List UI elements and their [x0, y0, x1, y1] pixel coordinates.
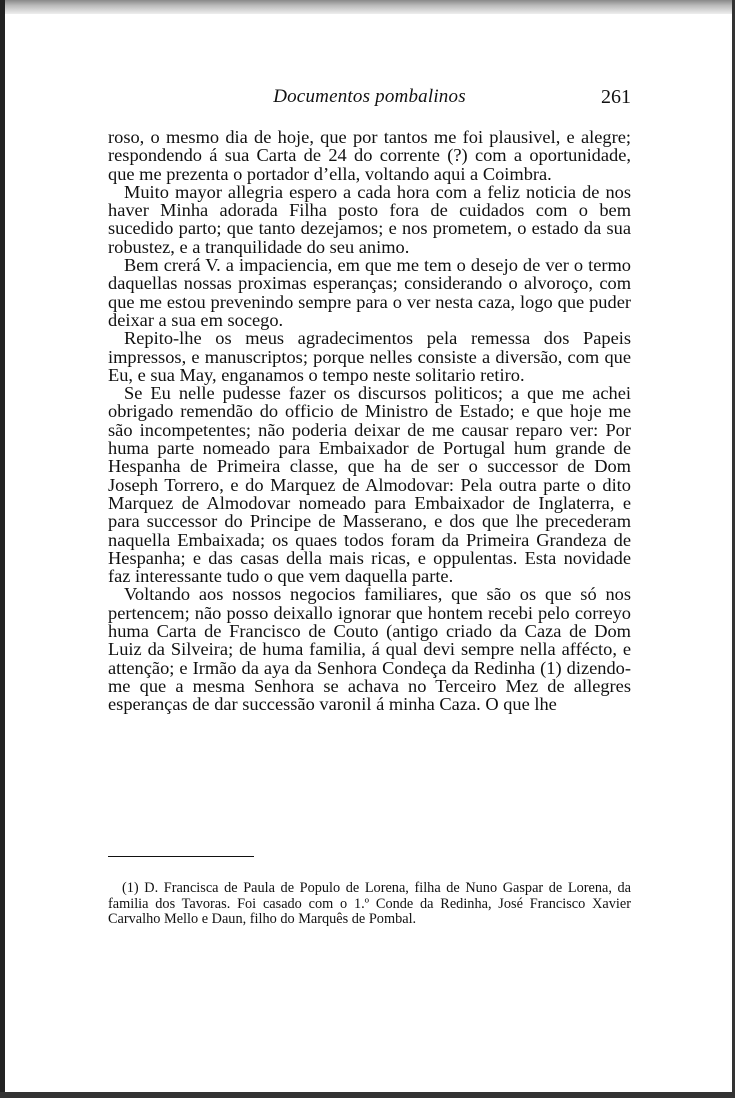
paragraph: roso, o mesmo dia de hoje, que por tantos me foi plausivel, e alegre; respondendo á sua Carta de 24 do corrente (?) com a oportunidade, que me prezenta o portador d’ella, voltando aqui a Coimbra. [108, 127, 631, 184]
paragraph: Muito mayor allegria espero a cada hora com a feliz noticia de nos haver Minha adorada Filha posto fora de cuidados com o bem sucedido parto; que tanto dezejamos; e nos prometem, o estado da sua robustez, e a tranquilidade do seu animo. [108, 181, 631, 257]
paragraph: Bem crerá V. a impaciencia, em que me tem o desejo de ver o termo daquellas nossas proximas esperanças; considerando o alvoroço, com que me estou prevenindo sempre para o ver nesta caza, logo que puder deixar a sua em socego. [108, 255, 631, 330]
footnote-rule [108, 856, 254, 857]
body-text [108, 128, 631, 714]
running-title: Documentos pombalinos [273, 86, 466, 107]
running-head [108, 86, 631, 112]
paragraph: Voltando aos nossos negocios familiares, que são os que só nos pertencem; não posso deixallo ignorar que hontem recebi pelo correyo huma Carta de Francisco de Couto (antigo criado da Caza de Dom Luiz da Silveira; de huma familia, á qual devi sempre nella affécto, e attenção; e Irmão da aya da Senhora Condeça da Redinha (1) dizendo-me que a mesma Senhora se achava no Terceiro Mez de allegres esperanças de dar successão varonil á minha Caza. O que lhe [108, 584, 631, 715]
paragraph: Repito-lhe os meus agradecimentos pela remessa dos Papeis impressos, e manuscriptos; porque nelles consiste a diversão, com que Eu, e sua May, enganamos o tempo neste solitario retiro. [108, 328, 631, 385]
footnote: (1) D. Francisca de Paula de Populo de Lorena, filha de Nuno Gaspar de Lorena, da familia dos Tavoras. Foi casado com o 1.º Conde da Redinha, José Francisco Xavier Carvalho Mello e Daun, filho do Marquês de Pombal. [108, 880, 631, 927]
scan-edge-left [0, 0, 5, 1098]
page-number: 261 [601, 86, 631, 108]
scan-edge-bottom [0, 1092, 735, 1098]
scan-edge-top [0, 0, 735, 14]
paragraph: Se Eu nelle pudesse fazer os discursos politicos; a que me achei obrigado remendão do officio de Ministro de Estado; e que hoje me são incompetentes; não poderia deixar de me causar reparo ver: Por huma parte nomeado para Embaixador de Portugal hum grande de Hespanha de Primeira classe, que ha de ser o successor de Dom Joseph Torrero, e do Marquez de Almodovar: Pela outra parte o dito Marquez de Almodovar nomeado para Embaixador de Inglaterra, e para successor do Principe de Masserano, e dos que lhe precederam naquella Embaixada; os quaes todos foram da Primeira Grandeza de Hespanha; e das casas della mais ricas, e oppulentas. Esta novidade faz interessante tudo o que vem daquella parte. [108, 383, 631, 587]
